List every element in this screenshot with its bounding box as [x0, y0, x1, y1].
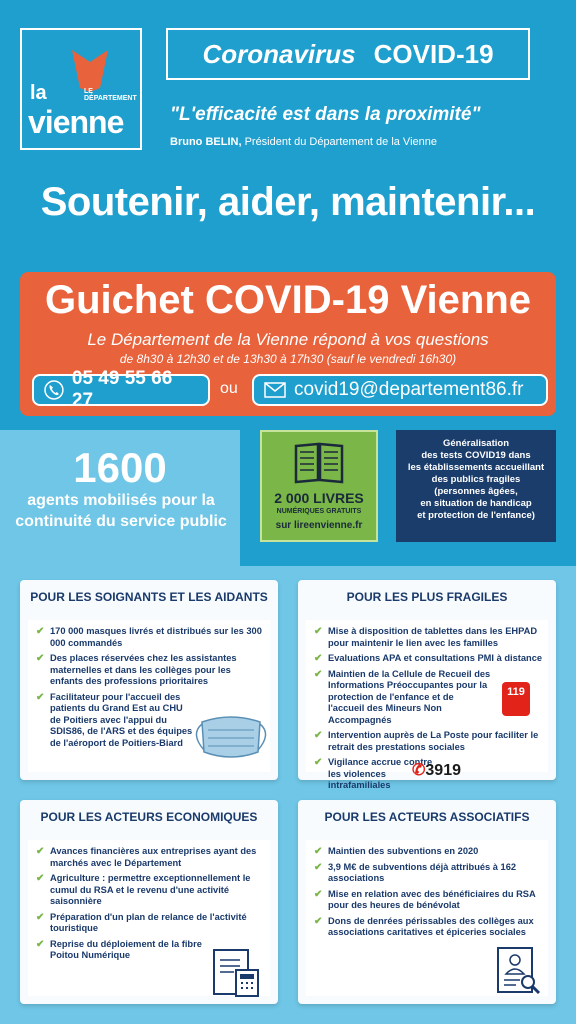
tests-line: des publics fragiles [431, 474, 521, 485]
quote: "L'efficacité est dans la proximité" [170, 104, 481, 125]
phone-icon [44, 380, 64, 400]
or-label: ou [220, 380, 238, 397]
author-role: Président du Département de la Vienne [244, 136, 437, 148]
livres-subtitle: NUMÉRIQUES GRATUITS [276, 508, 362, 515]
phone-number: 05 49 55 66 27 [71, 368, 173, 411]
badge-119: 119 [502, 682, 530, 716]
list-item: ✔ Avances financières aux entreprises ayant des marchés avec le Département [36, 846, 257, 868]
list-item: ✔ Facilitateur pour l'accueil des patients du Grand Est au CHU de Poitiers avec l'appui du SDIS86, de l'ARS et des équipes de l'aéroport de Poitiers-Biard [36, 691, 193, 748]
tests-line: et protection de l'enfance) [417, 510, 535, 521]
card-body [306, 620, 548, 790]
envelope-icon [264, 382, 286, 398]
book-icon [292, 440, 346, 484]
check-icon: ✔ [314, 653, 323, 664]
livres-box[interactable] [260, 430, 378, 542]
list-item: ✔ Dons de denrées périssables des collèges aux associations caritatives et épiceries sociales [314, 915, 534, 937]
profile-document-icon [496, 946, 542, 996]
tests-line: les établissements accueillant [407, 462, 545, 473]
title-covid: COVID-19 [373, 38, 494, 69]
check-icon: ✔ [314, 668, 323, 680]
list-item: ✔ Evaluations APA et consultations PMI à distance [314, 653, 543, 664]
badge-3919: ✆3919 [412, 762, 461, 779]
card-associatifs [298, 800, 556, 1004]
guichet-hours: de 8h30 à 12h30 et de 13h30 à 17h30 (sauf le vendredi 16h30) [119, 352, 457, 366]
card-fragiles [298, 580, 556, 790]
check-icon: ✔ [36, 873, 45, 884]
check-icon: ✔ [36, 911, 45, 923]
quote-author [170, 136, 437, 148]
check-icon: ✔ [314, 915, 323, 927]
email-address: covid19@departement86.fr [294, 379, 524, 400]
list-item: ✔ Intervention auprès de La Poste pour faciliter le retrait des prestations sociales [314, 730, 539, 752]
list-item: ✔ Vigilance accrue contre les violences intrafamiliales [314, 757, 433, 790]
phone-link[interactable] [32, 368, 210, 411]
tests-line: Généralisation [443, 438, 509, 449]
card-body [28, 840, 270, 996]
list-item: ✔ Préparation d'un plan de relance de l'activité touristique [36, 911, 247, 933]
card-title: POUR LES ACTEURS ECONOMIQUES [40, 810, 258, 824]
agents-number: 1600 [73, 444, 167, 491]
agents-text: agents mobilisés pour la continuité du service public [15, 492, 227, 530]
check-icon: ✔ [36, 653, 45, 664]
card-soignants [20, 580, 278, 780]
calculator-document-icon [212, 948, 262, 998]
check-icon: ✔ [314, 861, 323, 873]
check-icon: ✔ [36, 846, 45, 857]
card-body [306, 840, 548, 996]
list-item: ✔ Maintien de la Cellule de Recueil des Informations Préoccupantes pour la protection de l'enfance et de l'accueil des Mineurs Non Accompagnés [314, 668, 491, 725]
title-coronavirus: Coronavirus [202, 38, 356, 69]
check-icon: ✔ [314, 626, 323, 637]
guichet-subtitle: Le Département de la Vienne répond à vos questions [87, 330, 489, 349]
email-link[interactable] [252, 374, 548, 406]
check-icon: ✔ [36, 938, 45, 950]
logo-vienne: vienne [28, 104, 124, 140]
check-icon: ✔ [36, 691, 45, 703]
livres-count: 2 000 LIVRES [274, 490, 364, 506]
check-icon: ✔ [36, 626, 45, 637]
check-icon: ✔ [314, 888, 323, 900]
check-icon: ✔ [314, 730, 323, 741]
livres-site: sur lireenvienne.fr [275, 520, 363, 531]
list-item: ✔ Maintien des subventions en 2020 [314, 846, 479, 857]
slogan: Soutenir, aider, maintenir... [40, 180, 536, 224]
logo-la: la [30, 82, 47, 104]
guichet-title: Guichet COVID-19 Vienne [44, 278, 532, 322]
card-body [28, 620, 270, 772]
card-economiques [20, 800, 278, 1004]
guichet-panel [20, 272, 556, 416]
phone-handset-icon: ✆ [412, 762, 426, 779]
list-item: ✔ 170 000 masques livrés et distribués sur les 300 000 commandés [36, 626, 262, 648]
list-item: ✔ Agriculture : permettre exceptionnellement le cumul du RSA et le revenu d'une activité saisonnière [36, 873, 251, 906]
card-title: POUR LES ACTEURS ASSOCIATIFS [324, 810, 530, 824]
list-item: ✔ Reprise du déploiement de la fibre Poitou Numérique [36, 938, 202, 960]
list-item: ✔ Des places réservées chez les assistantes maternelles et dans les collèges pour les enfants des professions prioritaires [36, 653, 237, 686]
tests-box [396, 430, 556, 542]
check-icon: ✔ [314, 757, 323, 768]
title-box [166, 28, 530, 80]
tests-line: des tests COVID19 dans [421, 450, 531, 461]
list-item: ✔ Mise en relation avec des bénéficiaires du RSA pour des heures de bénévolat [314, 888, 536, 910]
list-item: ✔ 3,9 M€ de subventions déjà attribués à 162 associations [314, 861, 517, 883]
list-item: ✔ Mise à disposition de tablettes dans les EHPAD pour maintenir le lien avec les familles [314, 626, 538, 648]
tests-line: en situation de handicap [420, 498, 532, 509]
card-title: POUR LES PLUS FRAGILES [346, 590, 508, 604]
card-title: POUR LES SOIGNANTS ET LES AIDANTS [30, 590, 268, 604]
mask-icon [188, 708, 274, 766]
tests-line: (personnes âgées, [434, 486, 518, 497]
department-logo [20, 28, 142, 150]
logo-department: LE DÉPARTEMENT [84, 88, 137, 102]
author-name: Bruno BELIN, [170, 136, 242, 148]
check-icon: ✔ [314, 846, 323, 857]
